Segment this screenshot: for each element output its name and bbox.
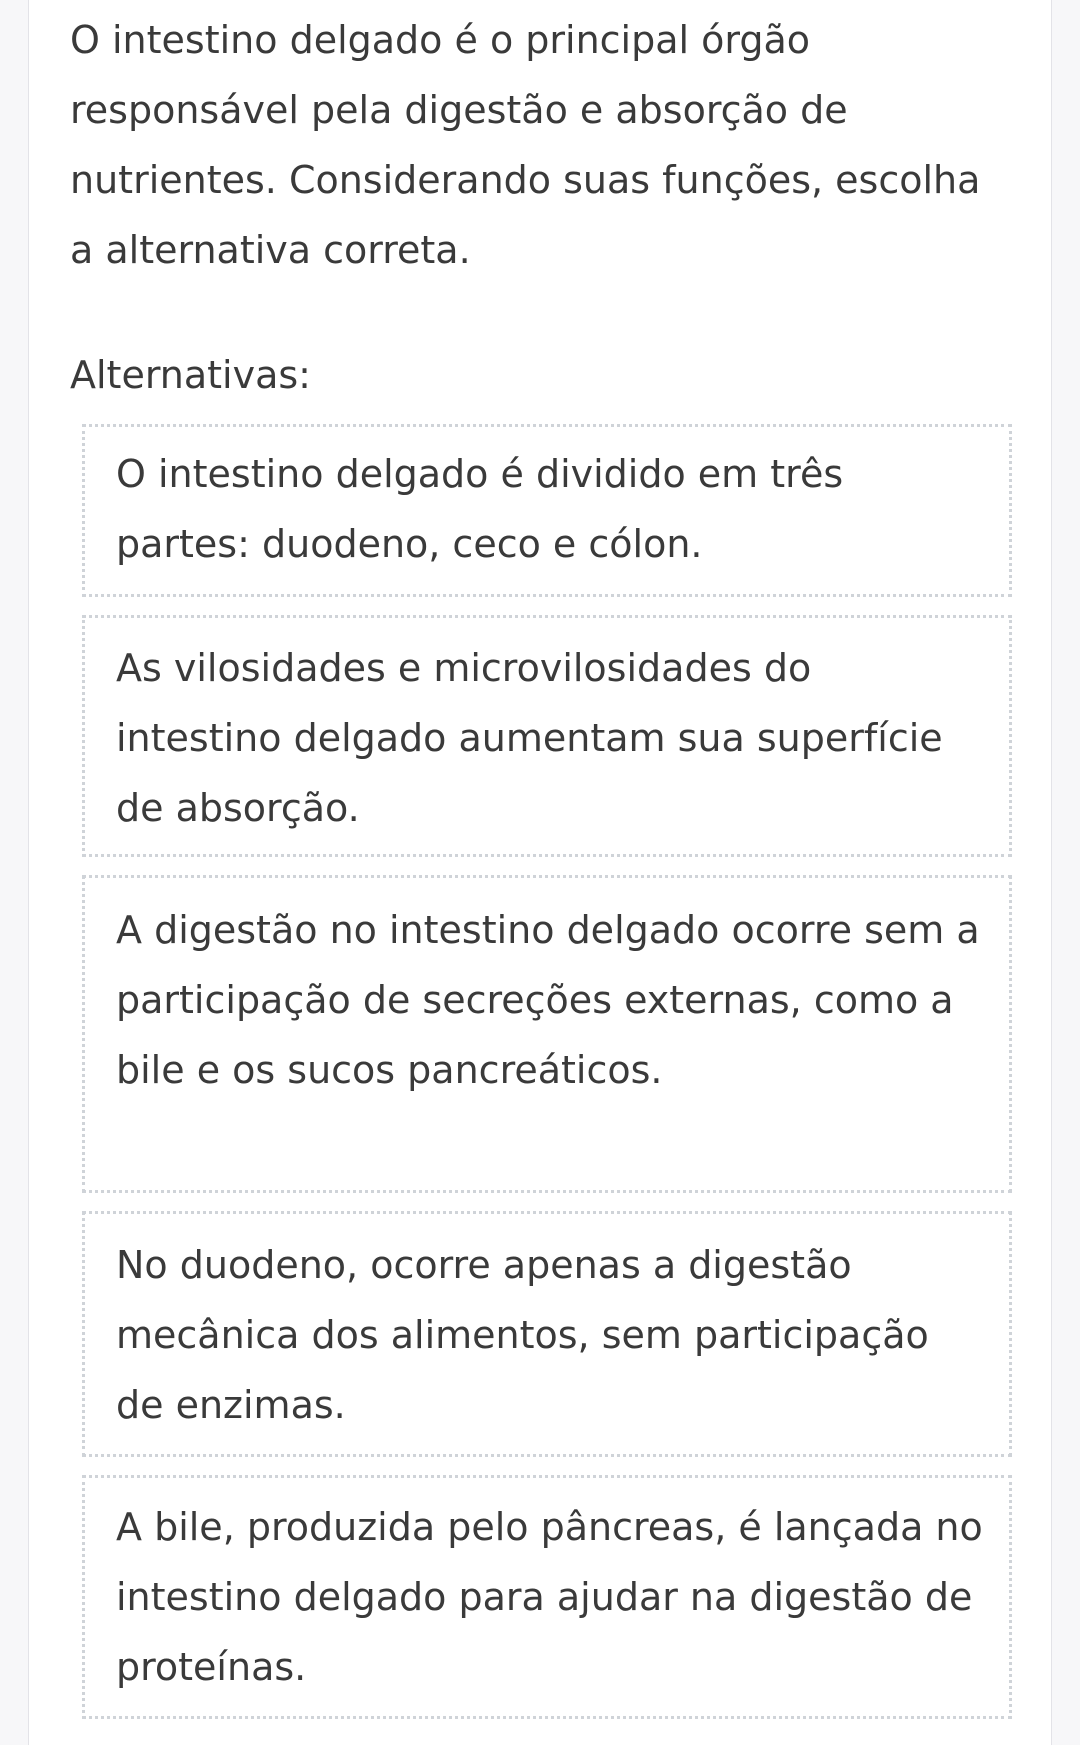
question-text: O intestino delgado é o principal órgão responsável pela digestão e absorção de nutrientes. Considerando suas funções, escolha a alternativa correta.	[70, 18, 981, 272]
alternative-option-2[interactable]: As vilosidades e microvilosidades do intestino delgado aumentam sua superfície de absorção.	[82, 615, 1012, 857]
alternative-option-5[interactable]: A bile, produzida pelo pâncreas, é lançada no intestino delgado para ajudar na digestão de proteínas.	[82, 1475, 1012, 1719]
alternatives-list	[82, 424, 1012, 1719]
question-card	[28, 0, 1052, 1745]
alternatives-heading: Alternativas:	[70, 353, 311, 397]
alternative-option-3[interactable]: A digestão no intestino delgado ocorre sem a participação de secreções externas, como a bile e os sucos pancreáticos.	[82, 875, 1012, 1193]
alternative-option-1[interactable]: O intestino delgado é dividido em três partes: duodeno, ceco e cólon.	[82, 424, 1012, 597]
alternative-option-4[interactable]: No duodeno, ocorre apenas a digestão mecânica dos alimentos, sem participação de enzimas.	[82, 1211, 1012, 1457]
